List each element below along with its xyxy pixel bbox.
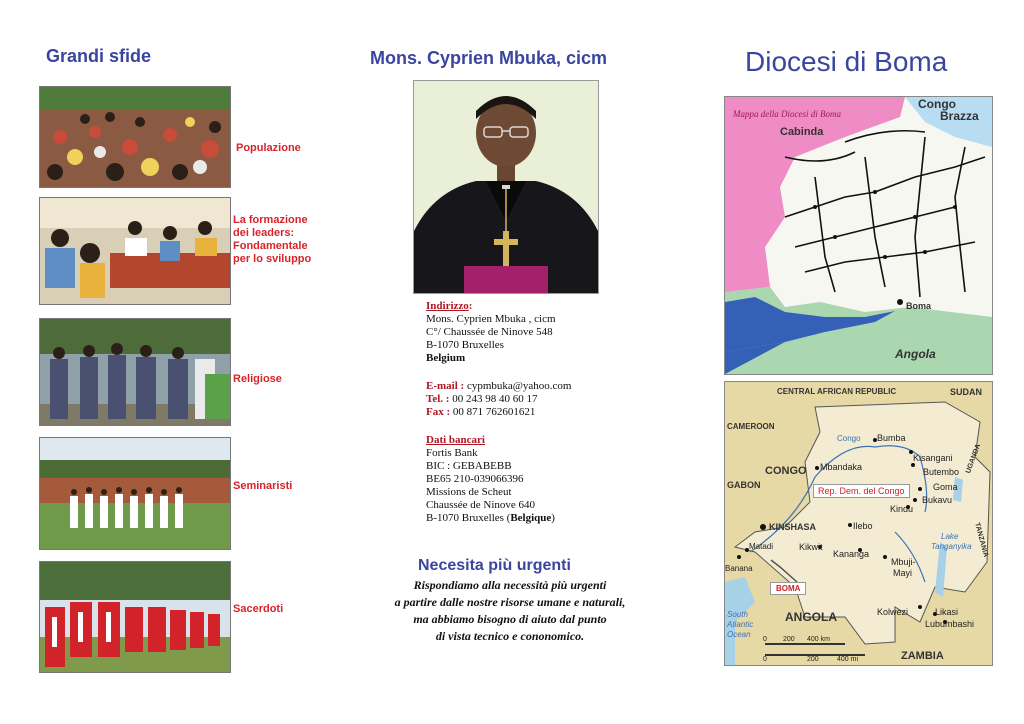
drc-map <box>724 381 993 666</box>
label-uganda: UGANDA <box>965 443 983 475</box>
address-label: Indirizzo <box>426 300 469 312</box>
bank-holder: Missions de Scheut <box>426 486 512 498</box>
bishop-portrait <box>413 80 599 294</box>
label-bukavu: Bukavu <box>922 495 953 505</box>
scale-km-0: 0 <box>763 636 767 643</box>
photo-leaders <box>39 197 231 305</box>
address-name: Mons. Cyprien Mbuka , cicm <box>426 313 556 325</box>
label-kisangani: Kisangani <box>913 453 953 463</box>
address-street: C°/ Chaussée de Ninove 548 <box>426 326 553 338</box>
bank-label: Dati bancari <box>426 434 485 446</box>
scale-km-400: 400 km <box>807 636 830 643</box>
photo-population <box>39 86 231 188</box>
caption-seminarians: Seminaristi <box>233 480 293 492</box>
label-boma: Boma <box>906 301 932 311</box>
scale-km-200: 200 <box>783 636 795 643</box>
caption-population: Populazione <box>236 142 301 154</box>
label-ilebo: Ilebo <box>853 521 873 531</box>
bank-name: Fortis Bank <box>426 447 478 459</box>
scale-mi-0: 0 <box>763 656 767 663</box>
scale-mi-200: 200 <box>807 656 819 663</box>
label-angola: ANGOLA <box>785 610 837 624</box>
diocese-map-caption: Mappa della Diocesi di Boma <box>733 109 841 119</box>
label-sudan: SUDAN <box>950 387 983 397</box>
fax-value: 00 871 762601621 <box>452 406 536 418</box>
boma-label-box: BOMA <box>770 582 806 595</box>
label-cameroon: CAMEROON <box>727 422 775 431</box>
label-mbandaka: Mbandaka <box>820 462 863 472</box>
label-south: South <box>727 610 748 619</box>
photo-priests <box>39 561 231 673</box>
address-city: B-1070 Bruxelles <box>426 339 504 351</box>
label-butembo: Butembo <box>923 467 960 477</box>
page-title: Diocesi di Boma <box>745 46 948 77</box>
left-heading: Grandi sfide <box>46 46 152 66</box>
tel-value: 00 243 98 40 60 17 <box>452 393 538 405</box>
crowd-image <box>40 87 230 187</box>
urgent-line-3: ma abbiamo bisogno di aiuto dal punto <box>413 612 607 626</box>
seminarians-image <box>40 438 230 549</box>
label-ocean: Ocean <box>727 630 751 639</box>
label-congo-river: Congo <box>837 434 861 443</box>
bishop-image <box>414 81 598 293</box>
urgent-text <box>350 577 670 645</box>
label-cabinda: Cabinda <box>780 126 824 138</box>
label-kinshasa: KINSHASA <box>769 522 817 532</box>
label-kolwezi: Kolwezi <box>877 607 909 617</box>
label-atlantic: Atlantic <box>727 620 754 629</box>
label-mayi: Mayi <box>893 568 913 578</box>
classroom-image <box>40 198 230 304</box>
label-kikwit: Kikwit <box>799 542 823 552</box>
caption-leaders: La formazione dei leaders: Fondamentale per lo sviluppo <box>233 214 312 265</box>
label-tanzania: TANZANIA <box>973 522 990 558</box>
label-kananga: Kananga <box>833 549 870 559</box>
label-angola: Angola <box>895 347 936 361</box>
photo-seminarians <box>39 437 231 550</box>
email-value[interactable]: cypmbuka@yahoo.com <box>466 380 572 392</box>
label-brazza: Brazza <box>940 109 979 123</box>
label-car: CENTRAL AFRICAN REPUBLIC <box>777 387 897 396</box>
address-country: Belgium <box>426 352 466 364</box>
scale-mi-400: 400 mi <box>837 656 859 663</box>
label-banana: Banana <box>725 564 753 573</box>
diocese-map <box>724 96 993 375</box>
label-gabon: GABON <box>727 480 761 490</box>
bank-street: Chaussée de Ninove 640 <box>426 499 536 511</box>
priests-image <box>40 562 230 672</box>
urgent-line-2: a partire dalle nostre risorse umane e naturali, <box>394 595 626 609</box>
label-mbuji: Mbuji- <box>891 557 916 567</box>
label-kindu: Kindu <box>890 504 914 514</box>
tel-label: Tel. : <box>426 393 450 405</box>
label-congo: CONGO <box>765 465 807 477</box>
bank-city: B-1070 Bruxelles ( <box>426 512 511 524</box>
label-lake: Lake <box>941 532 959 541</box>
fax-label: Fax : <box>426 406 451 418</box>
diocese-map-graphic <box>725 97 992 374</box>
nuns-image <box>40 319 230 425</box>
label-likasi: Likasi <box>935 607 959 617</box>
label-congo: Congo <box>918 97 956 111</box>
rdc-label-box: Rep. Dem. del Congo <box>813 484 910 498</box>
label-tanganyika: Tanganyika <box>931 542 972 551</box>
urgent-heading: Necesita più urgenti <box>418 557 571 574</box>
bank-city-end: ) <box>551 512 555 524</box>
urgent-line-4: di vista tecnico e cononomico. <box>435 629 585 643</box>
photo-religious <box>39 318 231 426</box>
bank-iban: BE65 210-039066396 <box>426 473 524 485</box>
bank-bic: BIC : GEBABEBB <box>426 460 512 472</box>
label-lubumbashi: Lubumbashi <box>925 619 975 629</box>
bishop-heading: Mons. Cyprien Mbuka, cicm <box>370 48 608 68</box>
label-matadi: Matadi <box>749 542 774 551</box>
caption-priests: Sacerdoti <box>233 603 284 615</box>
caption-religious: Religiose <box>233 373 282 385</box>
label-bumba: Bumba <box>877 433 906 443</box>
label-goma: Goma <box>933 482 958 492</box>
bank-country: Belgique <box>510 512 552 524</box>
urgent-line-1: Rispondiamo alla necessità più urgenti <box>413 578 607 592</box>
label-zambia: ZAMBIA <box>901 650 944 662</box>
email-label: E-mail : <box>426 380 465 392</box>
